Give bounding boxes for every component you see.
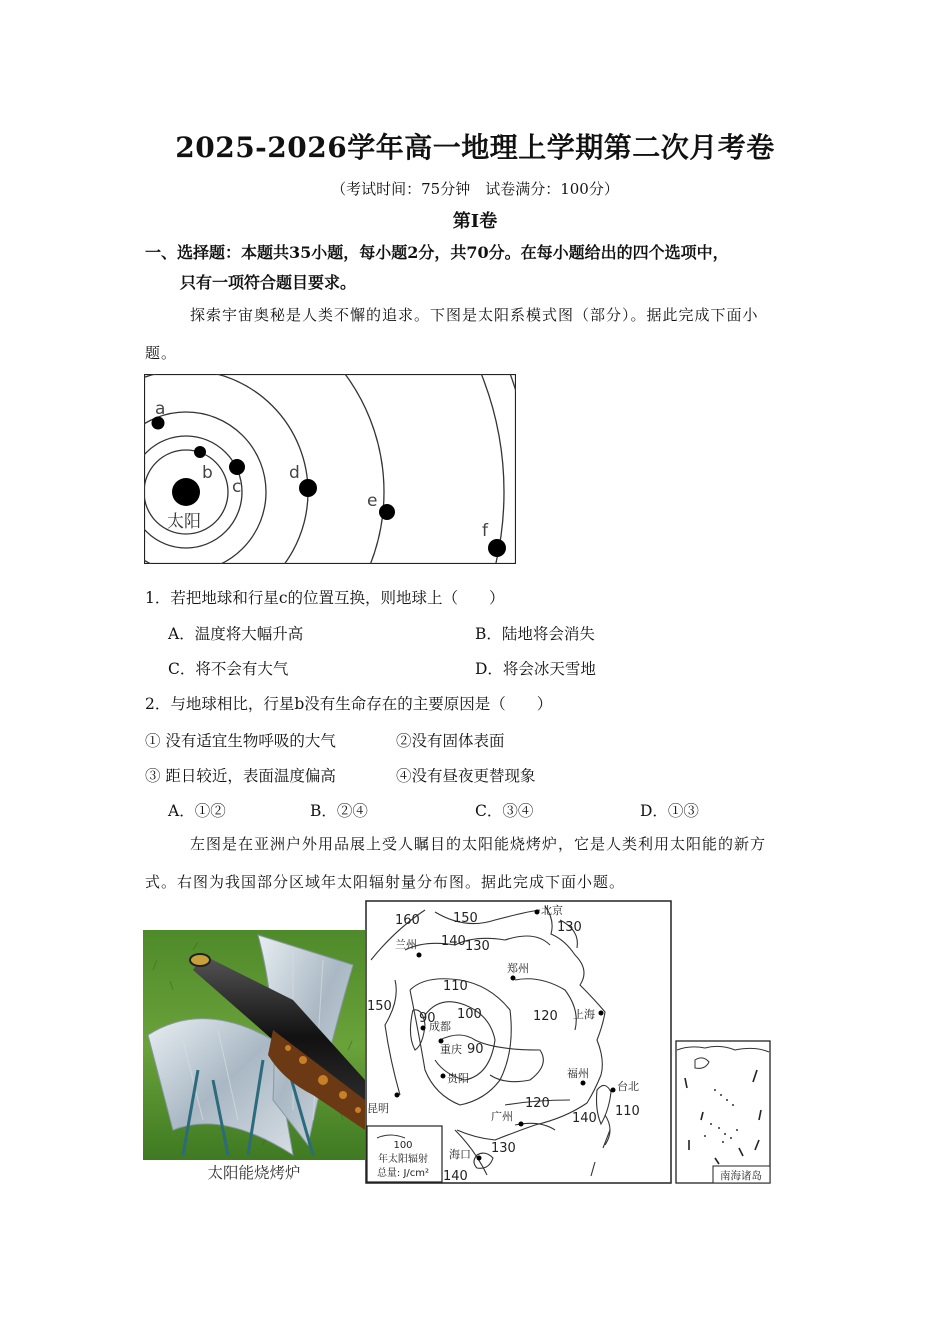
planet-f <box>488 539 506 557</box>
solar-cooker-photo <box>143 930 365 1182</box>
contour-label: 120 <box>525 1096 550 1111</box>
solar-radiation-map <box>365 900 673 1184</box>
contour-label: 100 <box>457 1007 482 1022</box>
q2-statement-3: ③ 距日较近，表面温度偏高 <box>145 767 336 785</box>
planet-label-b: b <box>202 463 213 483</box>
inset-frame <box>676 1041 770 1183</box>
contour-label: 130 <box>491 1141 516 1156</box>
contour-label: 110 <box>443 979 468 994</box>
section-heading-line1: 一、选择题：本题共35小题，每小题2分，共70分。在每小题给出的四个选项中， <box>145 243 729 262</box>
south-china-sea-inset <box>675 1040 771 1184</box>
legend-label-1: 年太阳辐射 <box>378 1154 428 1165</box>
q2-option-b[interactable]: B．②④ <box>310 802 368 820</box>
inset-label: 南海诸岛 <box>720 1170 762 1182</box>
city-chongqing: 重庆 <box>440 1043 462 1056</box>
solar-system-diagram <box>144 374 516 564</box>
sun-mark <box>172 478 200 506</box>
q2-statement-4: ④没有昼夜更替现象 <box>396 767 536 785</box>
contour-label: 90 <box>467 1042 484 1057</box>
planet-c <box>229 459 245 475</box>
intro-text-line2: 题。 <box>145 344 178 362</box>
contour-label: 150 <box>453 911 478 926</box>
city-guangzhou: 广州 <box>491 1110 513 1123</box>
contour-label: 120 <box>533 1009 558 1024</box>
q1-option-a[interactable]: A．温度将大幅升高 <box>168 625 304 643</box>
planet-label-d: d <box>289 463 300 483</box>
contour-label: 150 <box>367 999 392 1014</box>
intro2-text-line1: 左图是在亚洲户外用品展上受人瞩目的太阳能烧烤炉，它是人类利用太阳能的新方 <box>190 835 767 853</box>
diagram-frame <box>145 375 516 564</box>
planet-label-a: a <box>155 399 166 419</box>
city-shanghai: 上海 <box>573 1008 595 1021</box>
city-kunming: 昆明 <box>367 1102 389 1115</box>
planet-e <box>379 504 395 520</box>
city-taipei: 台北 <box>617 1080 639 1093</box>
q2-statement-1: ① 没有适宜生物呼吸的大气 <box>145 732 336 750</box>
question-2-stem: 2．与地球相比，行星b没有生命存在的主要原因是（ ） <box>145 695 553 713</box>
planet-b <box>194 446 206 458</box>
legend-value: 100 <box>393 1140 413 1151</box>
intro2-text-line2: 式。右图为我国部分区域年太阳辐射量分布图。据此完成下面小题。 <box>145 873 626 891</box>
planet-d <box>299 479 317 497</box>
contour-label: 130 <box>557 920 582 935</box>
contour-label: 140 <box>443 1169 468 1184</box>
intro-text-line1: 探索宇宙奥秘是人类不懈的追求。下图是太阳系模式图（部分）。据此完成下面小 <box>190 306 759 324</box>
city-fuzhou: 福州 <box>567 1067 589 1080</box>
q2-option-a[interactable]: A．①② <box>168 802 226 820</box>
q2-option-d[interactable]: D．①③ <box>640 802 699 820</box>
photo-caption: 太阳能烧烤炉 <box>207 1164 301 1182</box>
q1-option-c[interactable]: C．将不会有大气 <box>168 660 289 678</box>
contour-label: 160 <box>395 913 420 928</box>
q2-option-c[interactable]: C．③④ <box>475 802 534 820</box>
question-1-stem: 1．若把地球和行星c的位置互换，则地球上（ ） <box>145 589 505 607</box>
legend-label-2: 总量: J/cm² <box>376 1168 430 1179</box>
contour-label: 140 <box>441 934 466 949</box>
planet-label-f: f <box>482 521 488 541</box>
q1-option-b[interactable]: B．陆地将会消失 <box>475 625 595 643</box>
sun-label: 太阳 <box>167 512 201 532</box>
contour-label: 130 <box>465 939 490 954</box>
q2-statement-2: ②没有固体表面 <box>396 732 505 750</box>
city-lanzhou: 兰州 <box>395 938 417 951</box>
exam-info: （考试时间：75分钟 试卷满分：100分） <box>331 180 619 198</box>
q1-option-d[interactable]: D．将会冰天雪地 <box>475 660 596 678</box>
city-zhengzhou: 郑州 <box>507 962 529 975</box>
page-title: 2025-2026学年高一地理上学期第二次月考卷 <box>175 131 775 164</box>
planet-label-c: c <box>232 477 242 497</box>
city-beijing: 北京 <box>541 904 563 917</box>
contour-label: 90 <box>419 1011 436 1026</box>
contour-label: 110 <box>615 1104 640 1119</box>
city-chengdu: 成都 <box>429 1020 451 1033</box>
section-heading-line2: 只有一项符合题目要求。 <box>180 273 357 292</box>
city-haikou: 海口 <box>449 1148 471 1161</box>
volume-title: 第Ⅰ卷 <box>452 211 498 232</box>
contour-label: 140 <box>572 1111 597 1126</box>
planet-label-e: e <box>367 491 378 511</box>
city-guiyang: 贵阳 <box>447 1072 469 1085</box>
